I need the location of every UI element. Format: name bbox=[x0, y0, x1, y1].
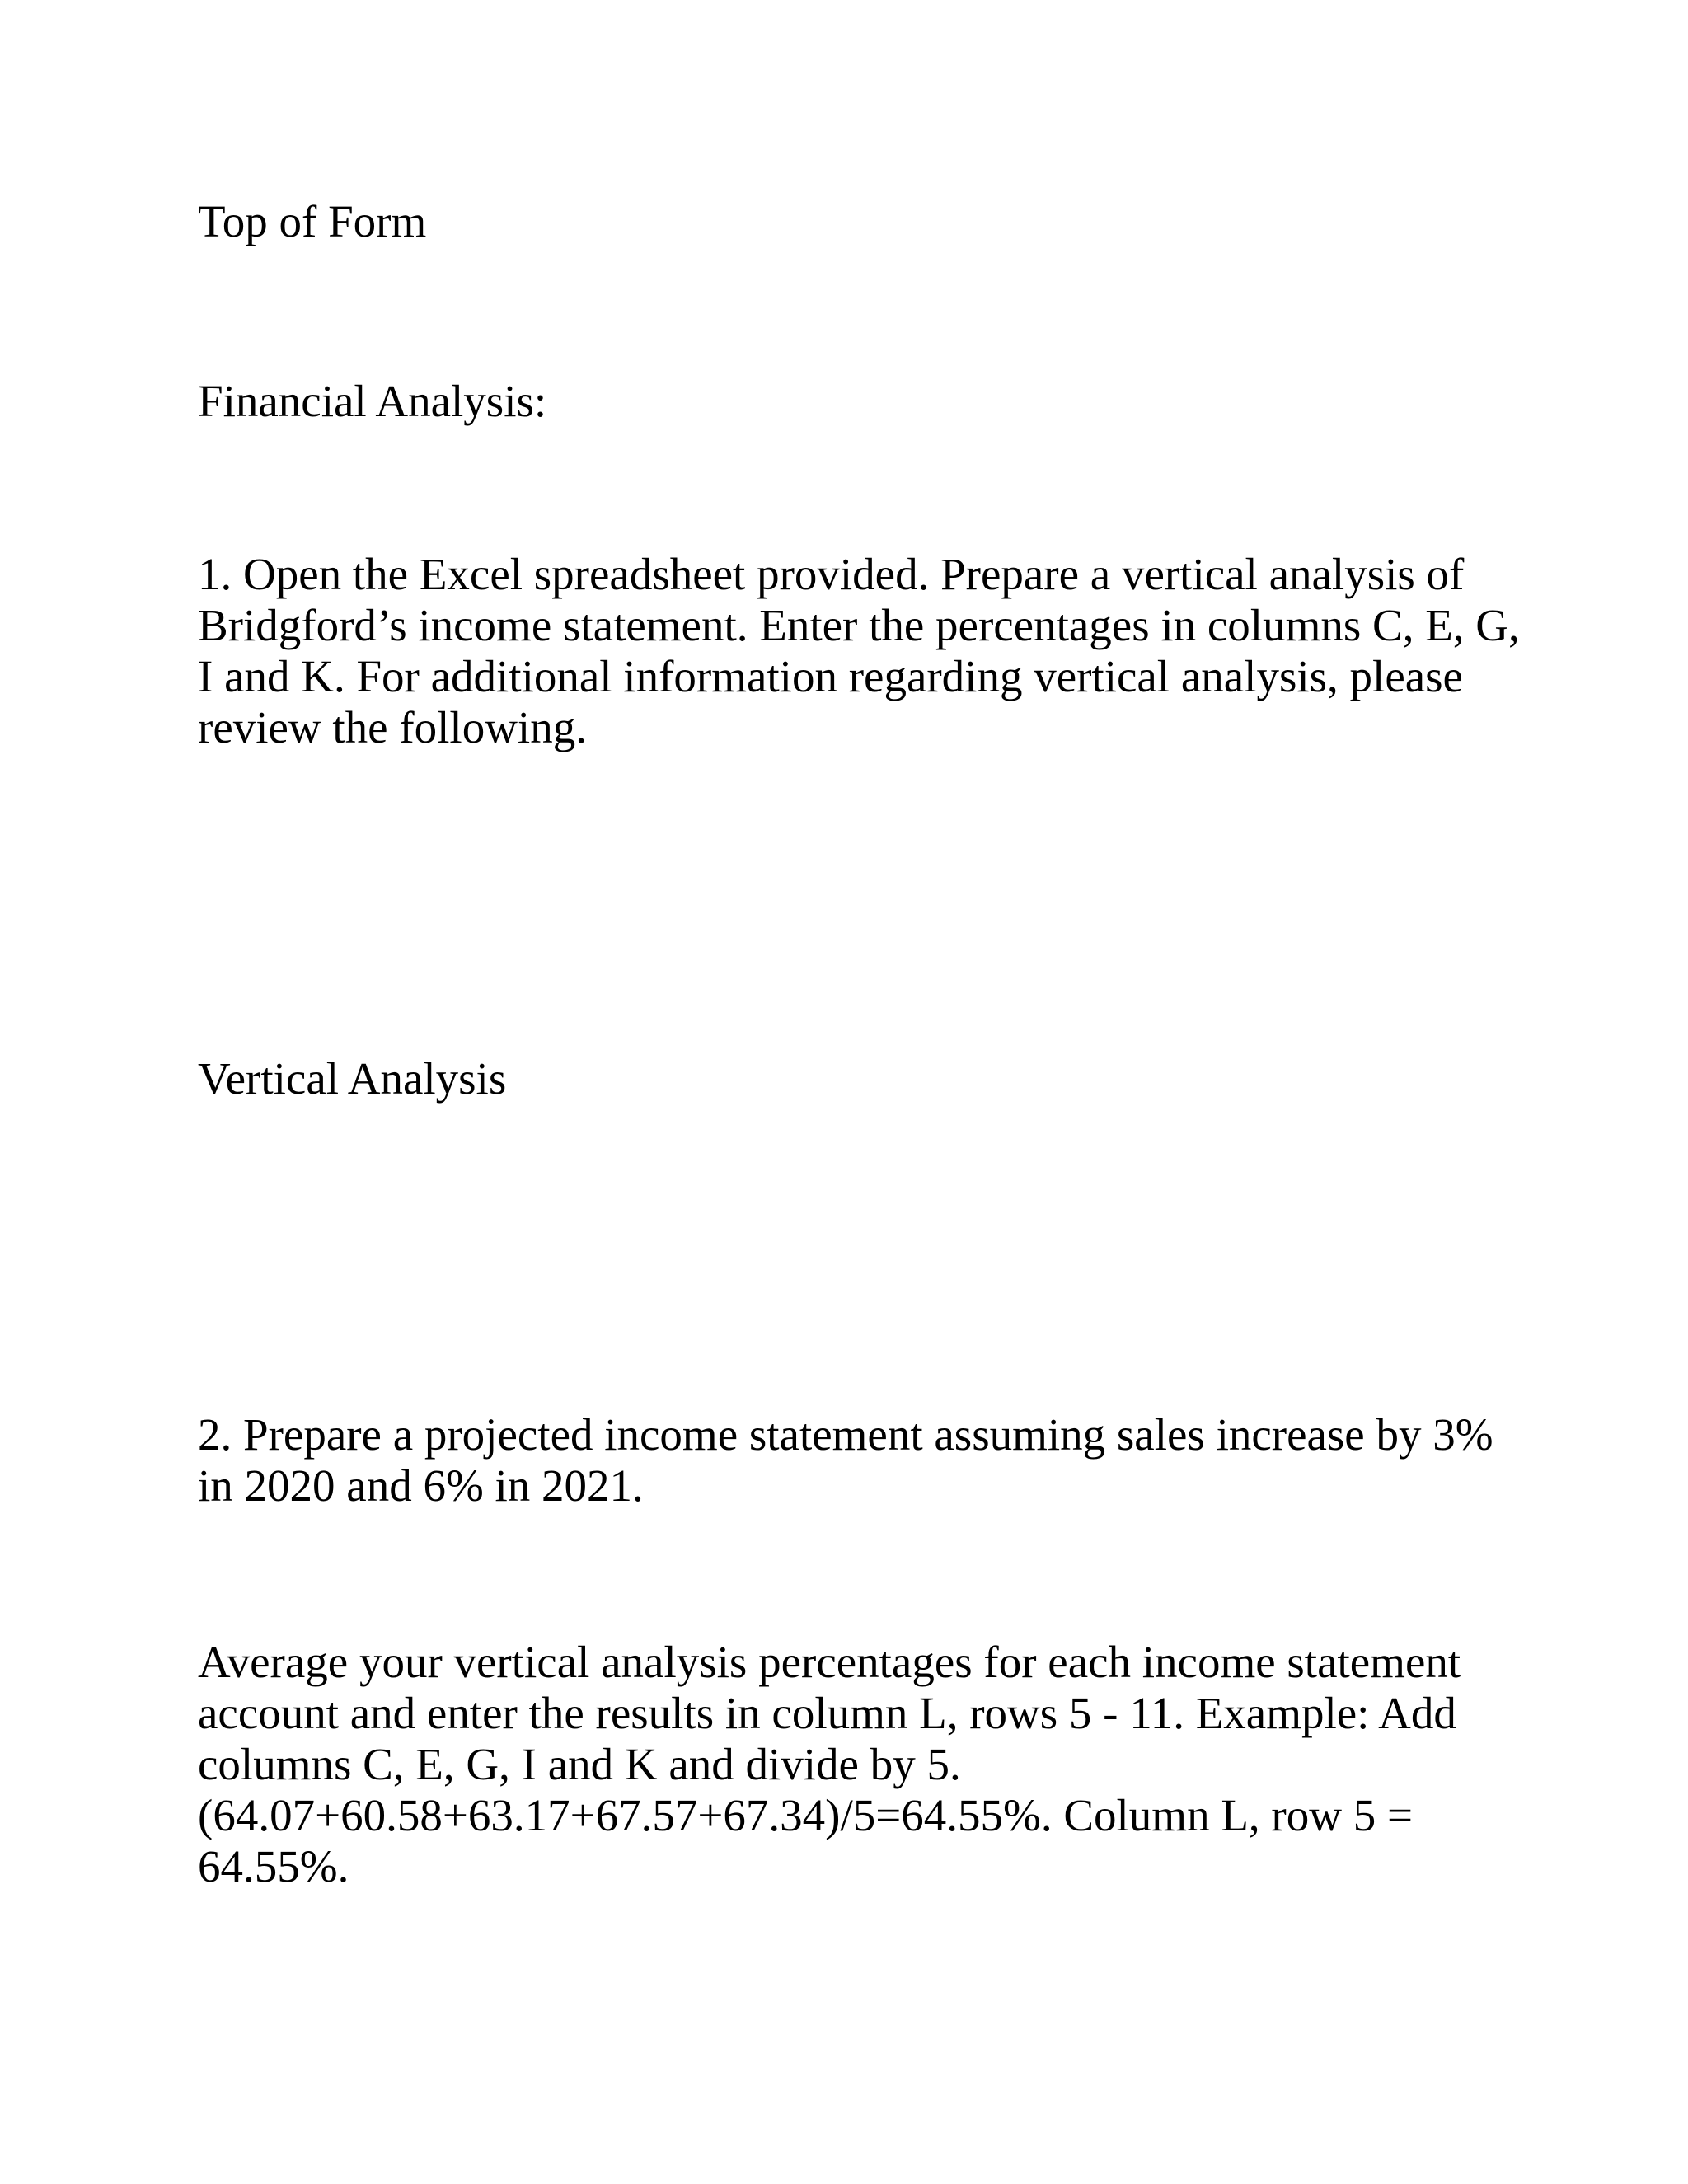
question-2-paragraph bbox=[198, 1409, 1493, 1511]
text-line: Financial Analysis: bbox=[198, 376, 547, 426]
top-of-form-label bbox=[198, 196, 1484, 247]
text-line: Average your vertical analysis percentages for each income statement bbox=[198, 1637, 1461, 1687]
text-line: 64.55%. bbox=[198, 1841, 349, 1891]
text-line: columns C, E, G, I and K and divide by 5. bbox=[198, 1739, 961, 1789]
text-line: (64.07+60.58+63.17+67.57+67.34)/5=64.55%. Column L, row 5 = bbox=[198, 1790, 1413, 1840]
text-line: review the following. bbox=[198, 702, 587, 752]
text-line: 2. Prepare a projected income statement assuming sales increase by 3% bbox=[198, 1409, 1493, 1460]
text-line: Top of Form bbox=[198, 196, 427, 246]
text-line: I and K. For additional information regarding vertical analysis, please bbox=[198, 651, 1463, 701]
text-line: in 2020 and 6% in 2021. bbox=[198, 1460, 644, 1511]
text-line: Bridgford’s income statement. Enter the percentages in columns C, E, G, bbox=[198, 600, 1520, 650]
average-instructions-paragraph bbox=[198, 1637, 1484, 1892]
page-heading bbox=[198, 376, 1484, 427]
vertical-analysis-label bbox=[198, 1053, 1484, 1104]
text-line: 1. Open the Excel spreadsheet provided. Prepare a vertical analysis of bbox=[198, 549, 1465, 599]
text-line: account and enter the results in column L, rows 5 - 11. Example: Add bbox=[198, 1688, 1456, 1738]
question-1-paragraph bbox=[198, 549, 1520, 753]
text-line: Vertical Analysis bbox=[198, 1053, 507, 1104]
